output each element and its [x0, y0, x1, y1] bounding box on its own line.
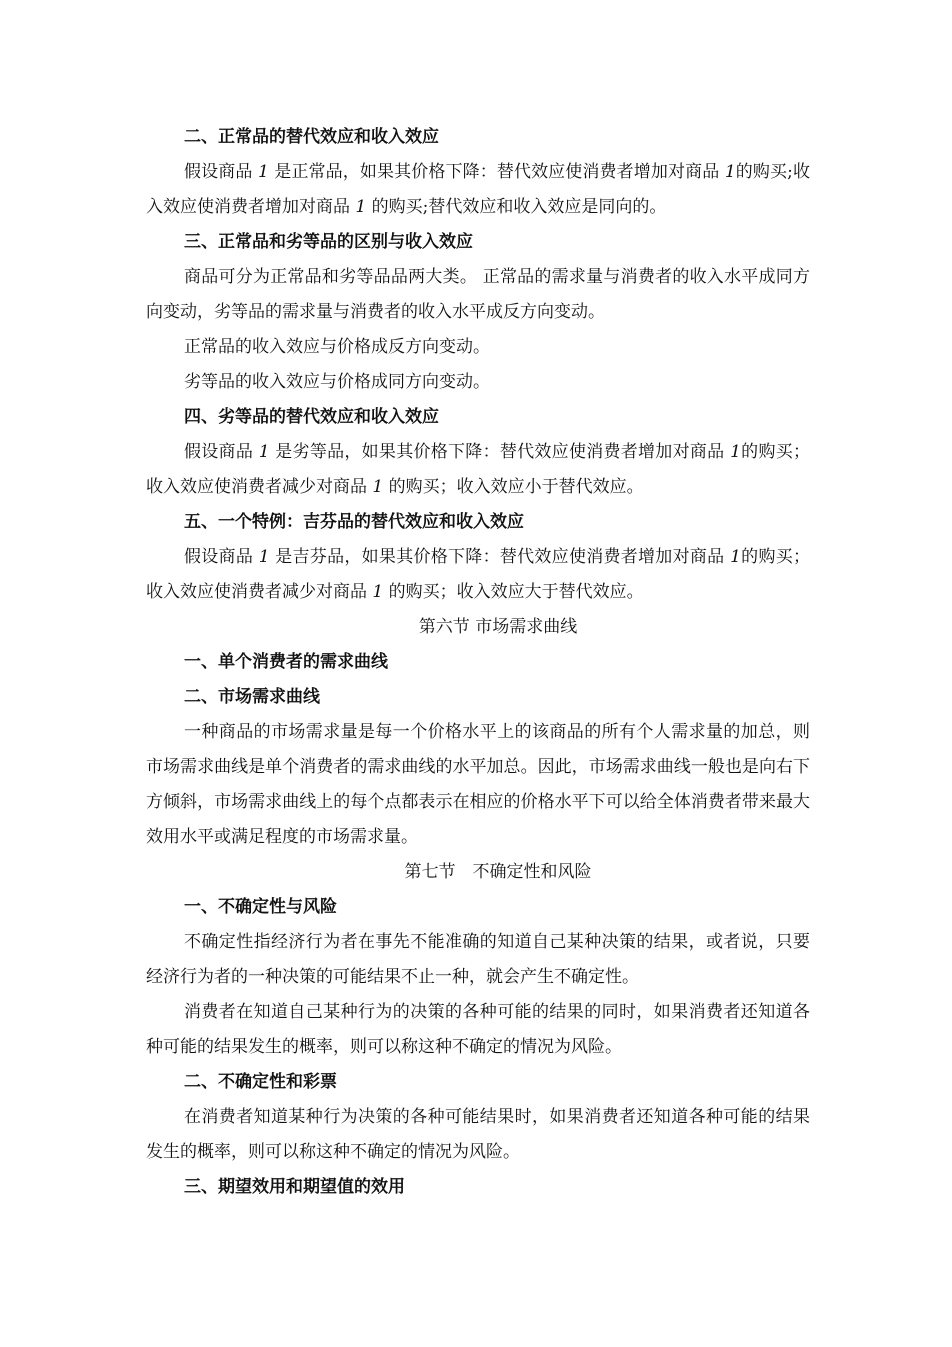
heading-normal-vs-inferior: 三、正常品和劣等品的区别与收入效应 [184, 232, 473, 252]
paragraph-market-demand: 一种商品的市场需求量是每一个价格水平上的该商品的所有个人需求量的加总，则市场需求曲线是单个消费者的需求曲线的水平加总。因此，市场需求曲线一般也是向右下方倾斜，市场需求曲线上的每个点都表示在相应的价格水平下可以给全体消费者带来最大效用水平或满足程度的市场需求量。 [146, 722, 810, 847]
number-1: 1 [367, 477, 389, 497]
paragraph-lottery: 在消费者知道某种行为决策的各种可能结果时，如果消费者还知道各种可能的结果发生的概率，则可以称这种不确定的情况为风险。 [146, 1107, 810, 1162]
number-1: 1 [350, 197, 372, 217]
heading-individual-demand: 一、单个消费者的需求曲线 [184, 652, 388, 672]
paragraph-goods-classification: 商品可分为正常品和劣等品品两大类。 正常品的需求量与消费者的收入水平成同方向变动，劣等品的需求量与消费者的收入水平成反方向变动。 [146, 267, 810, 322]
section-title-6: 第六节 市场需求曲线 [418, 617, 578, 637]
heading-inferior-goods-effects: 四、劣等品的替代效应和收入效应 [184, 407, 439, 427]
text-run: 假设商品 [184, 442, 254, 462]
text-run: 的购买；收入效应小于替代效应。 [388, 477, 644, 497]
number-1: 1 [253, 547, 276, 567]
text-run: 的购买；收入效应使消费者减少对商品 [146, 547, 811, 602]
document-body [146, 120, 810, 1205]
heading-market-demand: 二、市场需求曲线 [184, 687, 320, 707]
number-1: 1 [252, 162, 275, 182]
number-1: 1 [253, 442, 276, 462]
text-run: 的购买;收入效应使消费者增加对商品 [146, 162, 810, 217]
text-run: 假设商品 [184, 162, 253, 182]
text-run: 的购买；收入效应大于替代效应。 [388, 582, 644, 602]
paragraph-normal-goods [146, 155, 810, 225]
heading-expected-utility: 三、期望效用和期望值的效用 [184, 1177, 405, 1197]
section-title-7: 第七节 不确定性和风险 [404, 862, 592, 882]
text-run: 假设商品 [184, 547, 254, 567]
paragraph-uncertainty: 不确定性指经济行为者在事先不能准确的知道自己某种决策的结果，或者说，只要经济行为者的一种决策的可能结果不止一种，就会产生不确定性。 [146, 932, 810, 987]
text-run: 是吉芬品，如果其价格下降：替代效应使消费者增加对商品 [275, 547, 725, 567]
paragraph-inferior-income-effect: 劣等品的收入效应与价格成同方向变动。 [184, 372, 490, 392]
text-run: 的购买；收入效应使消费者减少对商品 [146, 442, 811, 497]
paragraph-giffen-goods [146, 540, 810, 610]
heading-uncertainty-lottery: 二、不确定性和彩票 [184, 1072, 337, 1092]
heading-uncertainty-risk: 一、不确定性与风险 [184, 897, 337, 917]
number-1: 1 [724, 547, 741, 567]
heading-normal-goods-effects: 二、正常品的替代效应和收入效应 [184, 127, 439, 147]
text-run: 是劣等品，如果其价格下降：替代效应使消费者增加对商品 [275, 442, 725, 462]
paragraph-risk: 消费者在知道自己某种行为的决策的各种可能的结果的同时，如果消费者还知道各种可能的结果发生的概率，则可以称这种不确定的情况为风险。 [146, 1002, 810, 1057]
number-1: 1 [367, 582, 389, 602]
paragraph-inferior-goods [146, 435, 810, 505]
text-run: 是正常品，如果其价格下降：替代效应使消费者增加对商品 [274, 162, 720, 182]
paragraph-normal-income-effect: 正常品的收入效应与价格成反方向变动。 [184, 337, 490, 357]
heading-giffen-goods: 五、一个特例：吉芬品的替代效应和收入效应 [184, 512, 524, 532]
number-1: 1 [724, 442, 741, 462]
text-run: 的购买;替代效应和收入效应是同向的。 [371, 197, 667, 217]
number-1: 1 [719, 162, 736, 182]
